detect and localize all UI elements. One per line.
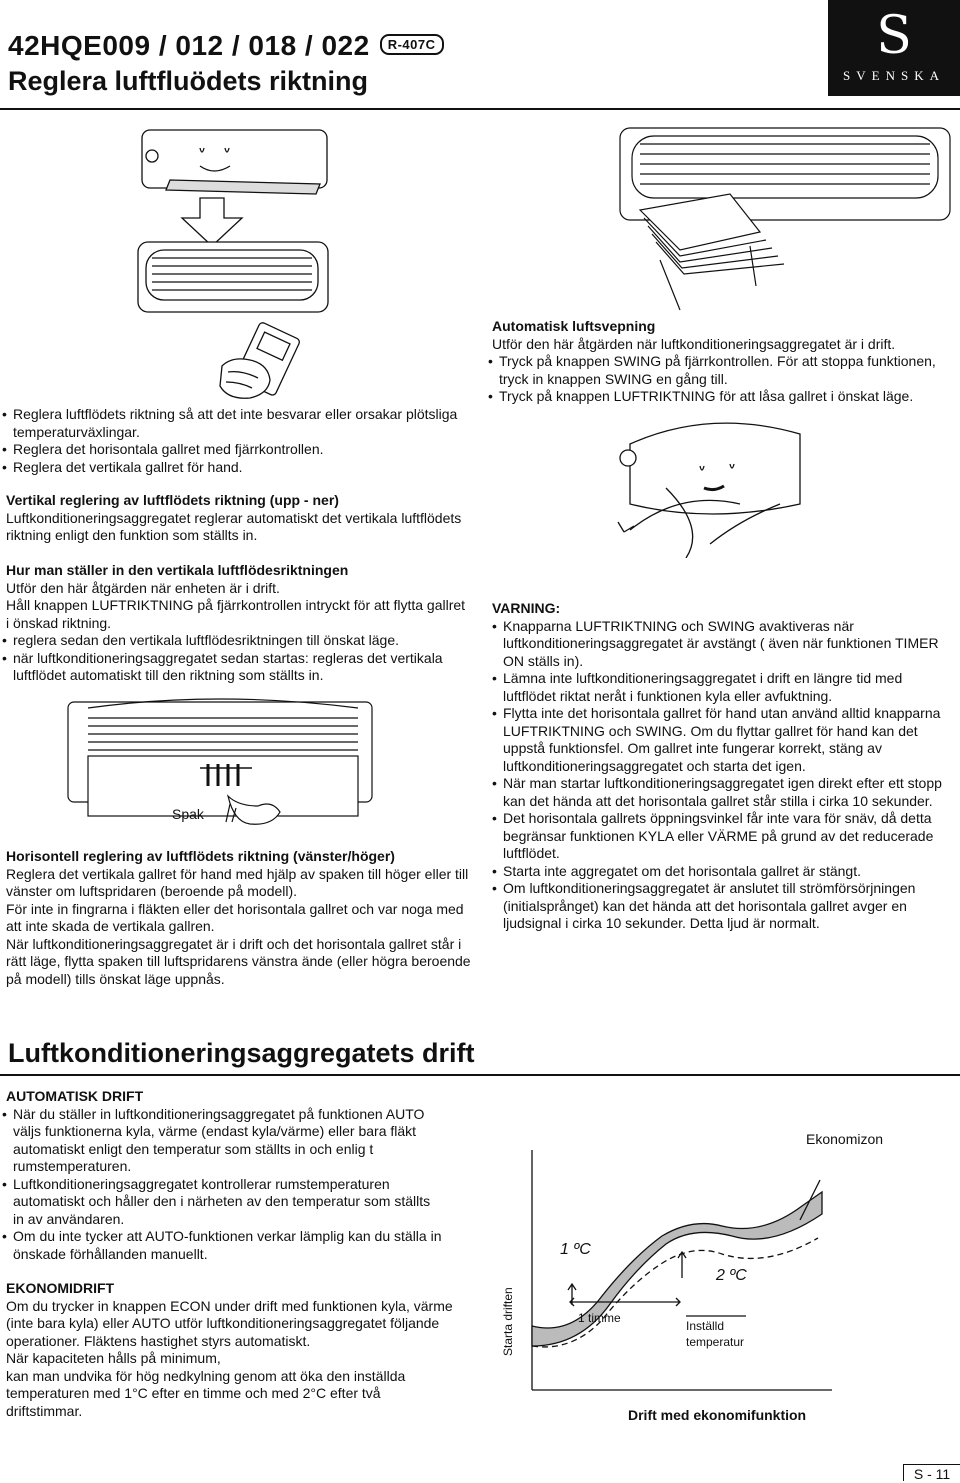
section-heading: EKONOMIDRIFT: [6, 1280, 115, 1296]
page-number: S - 11: [903, 1464, 960, 1481]
section-heading: Horisontell reglering av luftflödets riktning (vänster/höger): [6, 848, 395, 864]
operation-title: Luftkonditioneringsaggregatets drift: [8, 1038, 475, 1068]
paragraph: Utför den här åtgärden när luftkonditioneringsaggregatet är i drift.: [492, 335, 896, 352]
paragraph: Reglera det vertikala gallret för hand med hjälp av spaken till höger eller till vänster om luftspridaren (beroende på modell).: [6, 865, 469, 899]
list-item: • När du ställer in luftkonditioneringsaggregatet på funktionen AUTO väljs funktionerna kyla, värme (endast kyla/värme) eller bara fläkt automatiskt enligt den temperatur som ställts in och enlig t rumstemperaturen.: [0, 1106, 442, 1176]
list-item: • Reglera det horisontala gallret med fjärrkontrollen.: [0, 441, 470, 459]
list-item: • Lämna inte luftkonditioneringsaggregatet i drift en längre tid med luftflödet riktat neråt i funktionen kyla eller avfuktning.: [490, 670, 958, 705]
economy-diagram: [490, 1120, 910, 1430]
section-heading: AUTOMATISK DRIFT: [6, 1088, 144, 1104]
lever-label: Spak: [172, 806, 204, 822]
horizontal-section: [6, 848, 472, 988]
brand-logo: [828, 0, 960, 96]
section-heading: Vertikal reglering av luftflödets riktning (upp - ner): [6, 492, 339, 508]
swing-illustration: [600, 120, 960, 315]
label-set-temp-2: temperatur: [686, 1335, 745, 1349]
list-item: • Knapparna LUFTRIKTNING och SWING avaktiveras när luftkonditioneringsaggregatet är avstängt ( även när funktionen TIMER ON ställs in).: [490, 618, 958, 671]
list-item: • Reglera luftflödets riktning så att det inte besvarar eller orsakar plötsliga temperaturväxlingar.: [0, 406, 470, 441]
label-1-hour: 1 timme: [578, 1311, 621, 1325]
section-heading: Hur man ställer in den vertikala luftflödesriktningen: [6, 562, 349, 578]
label-ekonomizon: Ekonomizon: [806, 1131, 884, 1147]
warning-bullets: [490, 618, 958, 933]
page-title: Reglera luftfluödets riktning: [8, 66, 369, 96]
warning-heading: VARNING:: [492, 600, 561, 616]
swing-section: [492, 318, 954, 406]
ac-remote-illustration: [130, 118, 350, 408]
paragraph: Håll knappen LUFTRIKTNING på fjärrkontrollen intryckt för att flytta gallret i önskad riktning.: [6, 597, 466, 631]
diagram-caption: Drift med ekonomifunktion: [628, 1407, 807, 1423]
auto-bullets: [0, 1106, 442, 1264]
list-item: • Reglera det vertikala gallret för hand.: [0, 459, 470, 477]
paragraph: För inte in fingrarna i fläkten eller det horisontala gallret och var noga med att inte skada de vertikala gallren.: [6, 900, 464, 934]
paragraph: När luftkonditioneringsaggregatet är i drift och det horisontala gallret står i rätt läge, flytta spaken till luftspridarens vänstra ände (eller högra beroende på modell) tills önskat läge uppnås.: [6, 935, 471, 987]
vertical-section: [6, 492, 472, 545]
header-rule: [0, 108, 960, 110]
list-item: • Flytta inte det horisontala gallret för hand utan använd alltid knapparna LUFTRIKTNING och SWING. Om du flyttar gallret för hand kan det uppstå funktionsfel. Om gallret inte fungerar korrekt, stäng av luftkonditioneringsaggregatet och starta det igen.: [490, 705, 958, 775]
paragraph: Luftkonditioneringsaggregatet reglerar automatiskt det vertikala luftflödets riktning enligt den funktion som ställts in.: [6, 509, 462, 543]
howto-bullets: [0, 632, 472, 685]
list-item: • Tryck på knappen SWING på fjärrkontrollen. För att stoppa funktionen, tryck in knappen SWING en gång till.: [486, 353, 954, 388]
label-set-temp-1: Inställd: [686, 1319, 725, 1333]
model-number: 42HQE009 / 012 / 018 / 022 R-407C: [8, 30, 444, 62]
warning-section: [492, 600, 958, 933]
list-item: • Om du inte tycker att AUTO-funktionen verkar lämplig kan du ställa in önskade förhållanden manuellt.: [0, 1228, 442, 1263]
swing-bullets: [486, 353, 954, 406]
paragraph: Utför den här åtgärden när enheten är i drift.: [6, 579, 280, 596]
paragraph: När kapaciteten hålls på minimum,: [6, 1350, 221, 1366]
list-item: • Tryck på knappen LUFTRIKTNING för att låsa gallret i önskat läge.: [486, 388, 954, 406]
face-illustration: [610, 418, 810, 558]
section-heading: Automatisk luftsvepning: [492, 318, 656, 334]
paragraph: Om du trycker in knappen ECON under drift med funktionen kyla, värme (inte bara kyla) eller AUTO utför luftkonditioneringsaggregatet följande operationer. Fläktens hastighet styrs automatiskt.: [6, 1297, 453, 1349]
howto-section: [6, 562, 472, 685]
label-2c: 2 ºC: [716, 1267, 747, 1284]
list-item: • Starta inte aggregatet om det horisontala gallret är stängt.: [490, 863, 958, 881]
eco-section: [6, 1280, 454, 1420]
lever-illustration: [60, 696, 380, 846]
paragraph: kan man undvika för hög nedkylning genom att öka den inställda temperaturen med 1°C efter en timme och med 2°C efter två driftstimmar.: [6, 1367, 406, 1419]
list-item: • när luftkonditioneringsaggregatet sedan startas: regleras det vertikala luftflödet automatiskt till den riktning som ställts in.: [0, 650, 472, 685]
section-rule: [0, 1074, 960, 1076]
list-item: • När man startar luftkonditioneringsaggregatet igen direkt efter ett stopp kan det hända att det horisontala gallret står stilla i cirka 10 sekunder.: [490, 775, 958, 810]
list-item: • Det horisontala gallrets öppningsvinkel får inte vara för snäv, då detta begränsar funktionen KYLA eller VÄRME på grund av det reducerade luftflödet.: [490, 810, 958, 863]
refrigerant-badge: R-407C: [380, 34, 444, 55]
brand-letter: S: [876, 6, 912, 66]
list-item: • Luftkonditioneringsaggregatet kontrollerar rumstemperaturen automatiskt och håller den i närheten av den temperatur som ställts in av användaren.: [0, 1176, 442, 1229]
auto-section: [6, 1088, 442, 1263]
intro-bullets: [0, 406, 470, 476]
list-item: • Om luftkonditioneringsaggregatet är anslutet till strömförsörjningen (initialsprånget) kan det hända att det horisontala gallret avger en ljudsignal i cirka 10 sekunder. Detta ljud är normalt.: [490, 880, 958, 933]
list-item: • reglera sedan den vertikala luftflödesriktningen till önskat läge.: [0, 632, 472, 650]
label-start: Starta driften: [501, 1287, 515, 1356]
label-1c: 1 ºC: [560, 1241, 591, 1258]
brand-name: SVENSKA: [843, 68, 945, 83]
